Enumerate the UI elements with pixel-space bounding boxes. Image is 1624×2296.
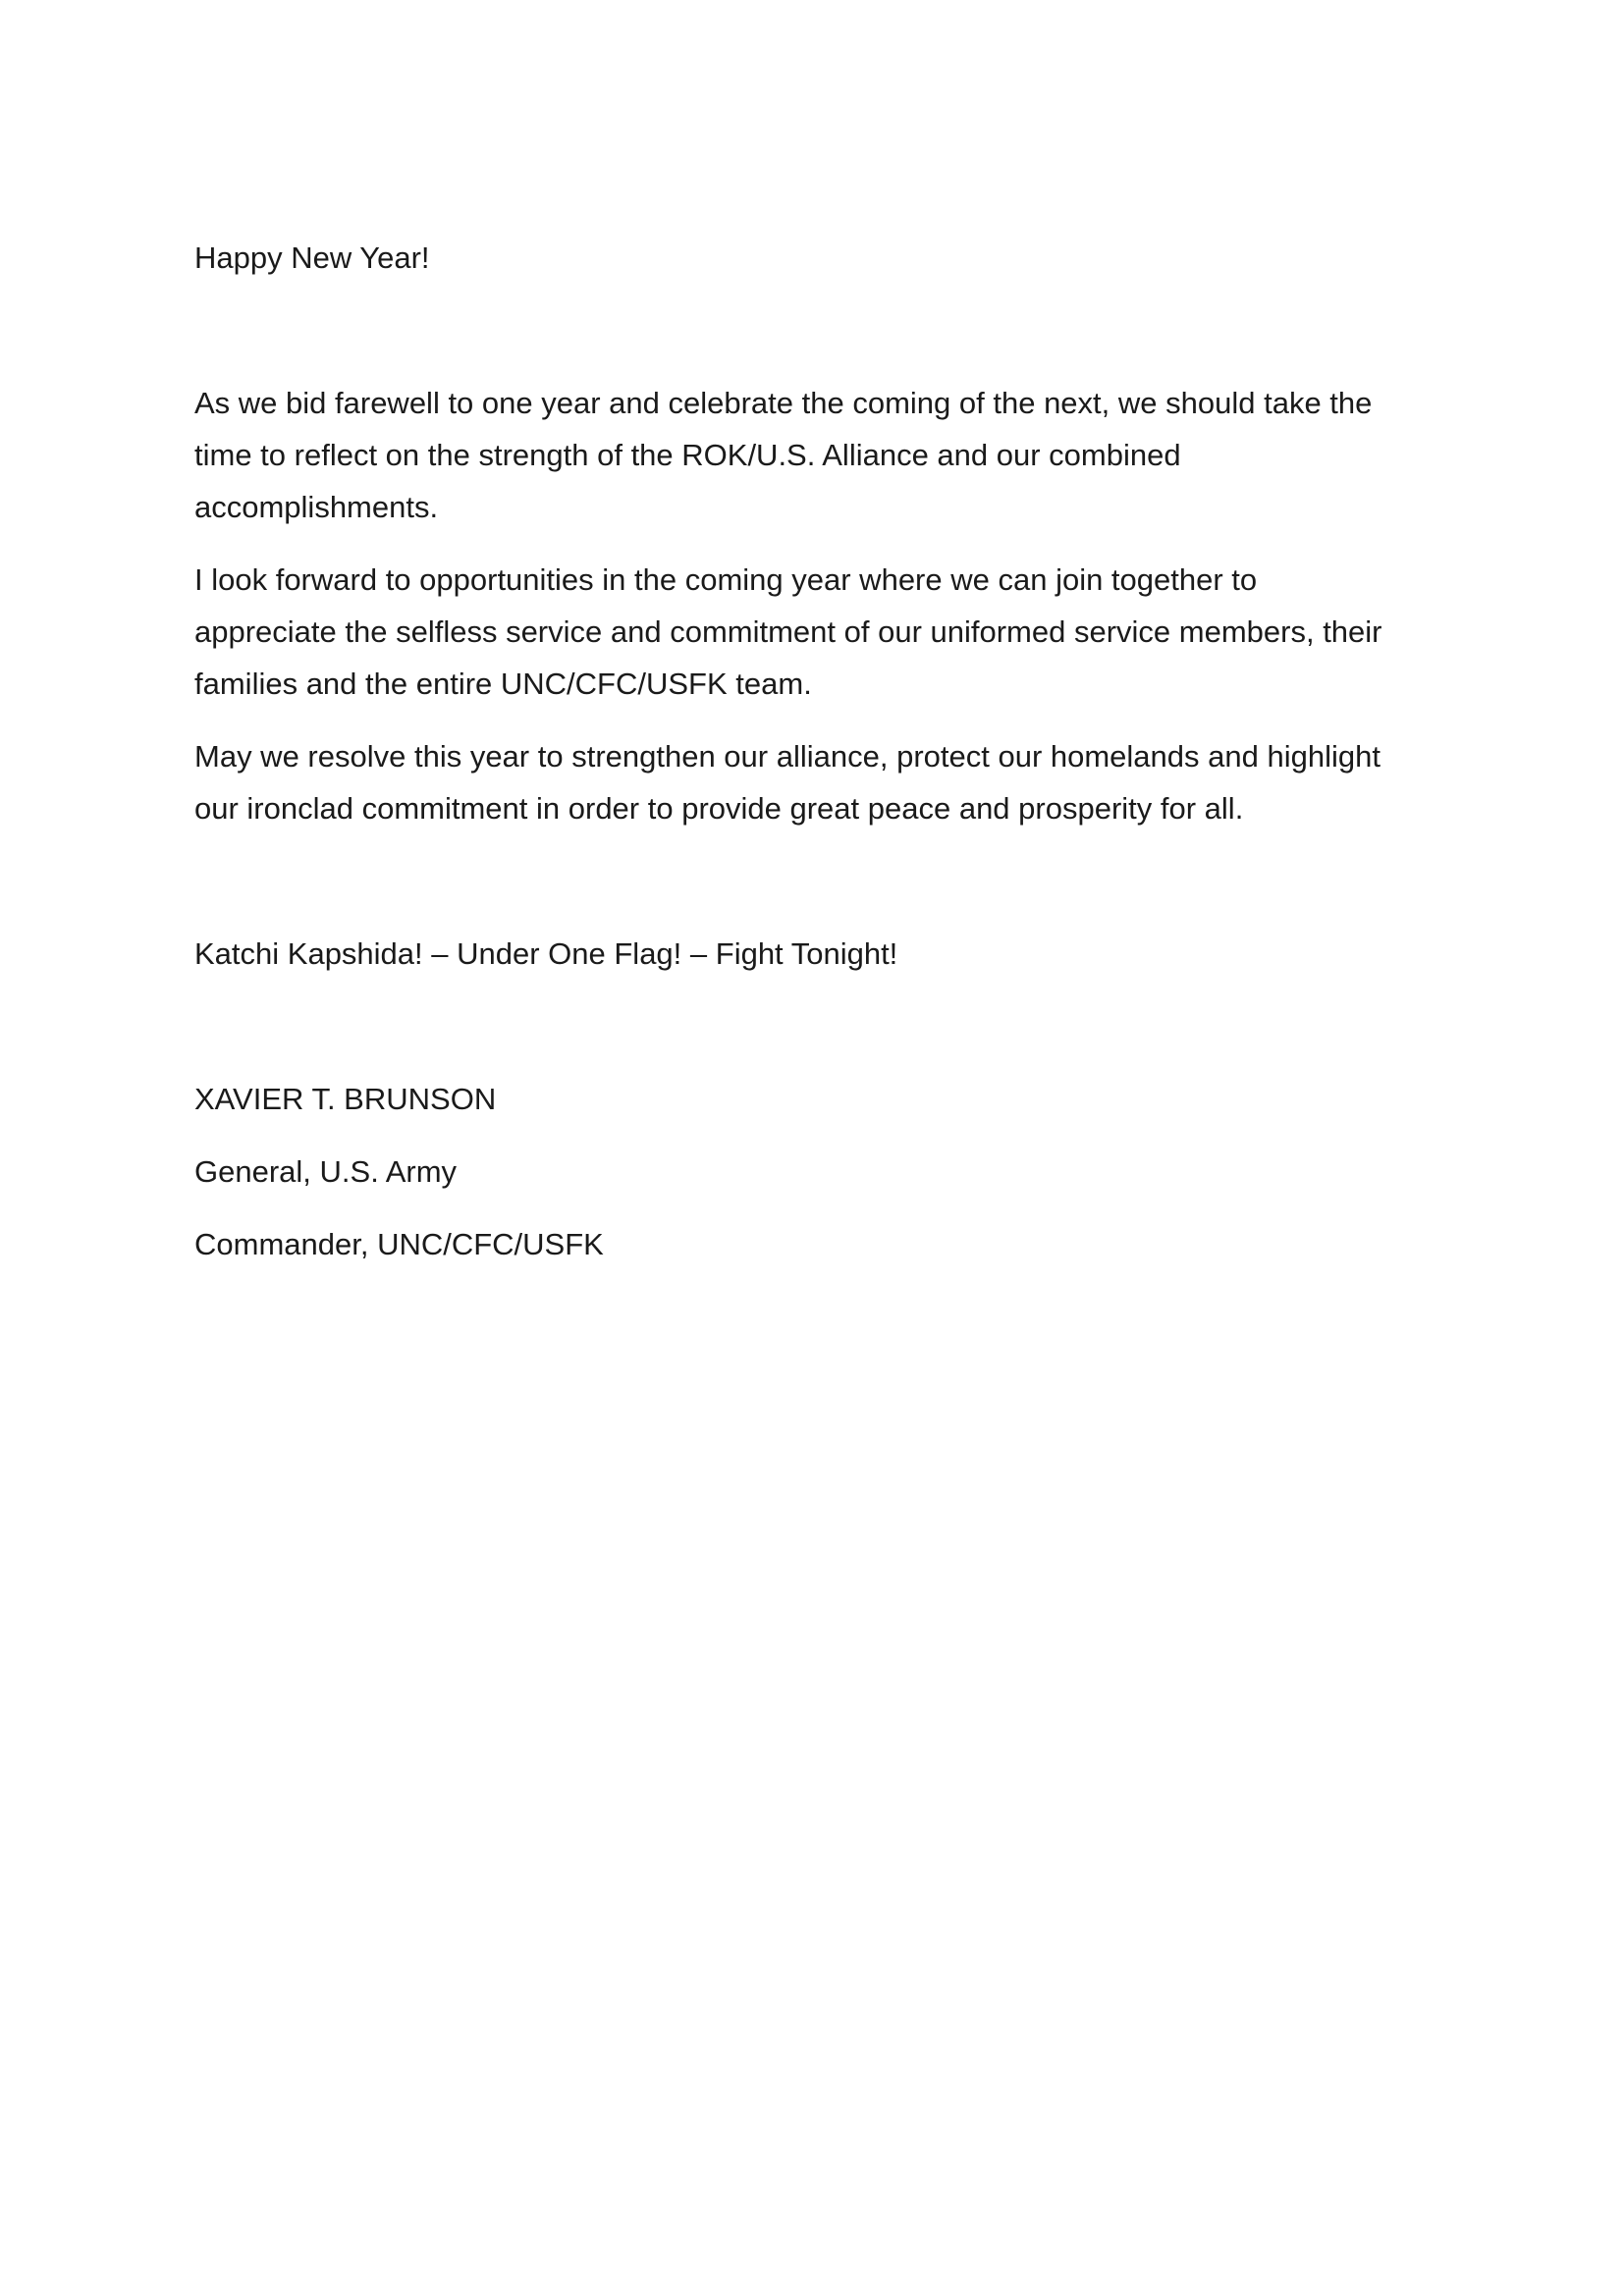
signature-rank	[194, 1146, 1414, 1198]
text-line: May we resolve this year to strengthen our alliance, protect our homelands and highlight	[194, 739, 1380, 774]
paragraph-opportunities	[194, 554, 1414, 710]
text-line: General, U.S. Army	[194, 1154, 458, 1189]
motto-line	[194, 928, 1414, 980]
greeting-line	[194, 232, 1414, 284]
signature-title	[194, 1218, 1414, 1270]
paragraph-farewell	[194, 377, 1414, 533]
text-line: appreciate the selfless service and commitment of our uniformed service members, their	[194, 614, 1382, 649]
paragraph-resolve	[194, 730, 1414, 834]
text-line: our ironclad commitment in order to provide great peace and prosperity for all.	[194, 791, 1244, 826]
signature-name	[194, 1073, 1414, 1125]
text-line: time to reflect on the strength of the ROK/U.S. Alliance and our combined	[194, 438, 1181, 472]
text-line: families and the entire UNC/CFC/USFK team.	[194, 667, 812, 701]
blank-line	[194, 855, 1414, 907]
text-line: Katchi Kapshida! – Under One Flag! – Fight Tonight!	[194, 936, 898, 971]
text-line: accomplishments.	[194, 490, 439, 524]
blank-line	[194, 304, 1414, 356]
text-line: As we bid farewell to one year and celebrate the coming of the next, we should take the	[194, 386, 1373, 420]
text-line: Happy New Year!	[194, 240, 430, 275]
text-line: I look forward to opportunities in the coming year where we can join together to	[194, 562, 1258, 597]
text-line: XAVIER T. BRUNSON	[194, 1082, 497, 1116]
text-line: Commander, UNC/CFC/USFK	[194, 1227, 604, 1261]
blank-line	[194, 1000, 1414, 1052]
